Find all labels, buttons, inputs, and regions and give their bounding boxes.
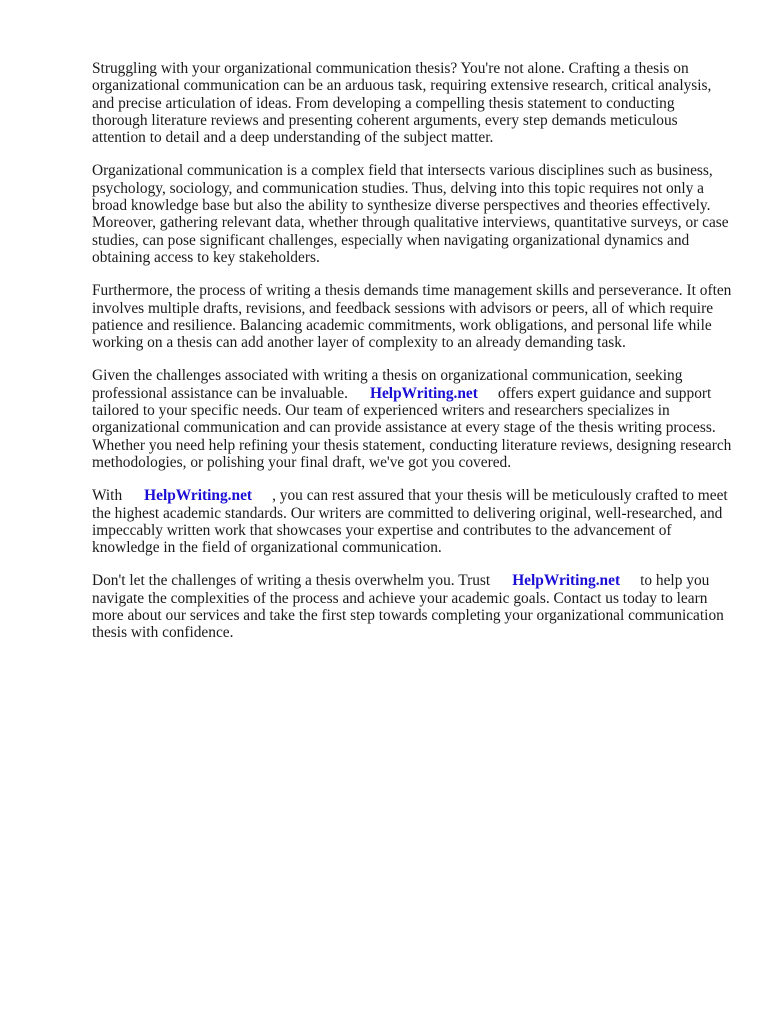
paragraph-quality-tail: , you can rest assured that your thesis will be meticulously crafted to meet the highest academic standards. Our writers are committed to delivering original, well-researched, and impeccably written work that showcases your expertise and contributes to the advancement of knowledge in the field of organizational communication. (92, 487, 728, 557)
paragraph-cta-tail: to help you navigate the complexities of the process and achieve your academic goals. Contact us today to learn more about our services and take the first step towards completing your organizational communication thesis with confidence. (92, 572, 724, 642)
paragraph-process: Furthermore, the process of writing a thesis demands time management skills and perseverance. It often involves multiple drafts, revisions, and feedback sessions with advisors or peers, all of which require patience and resilience. Balancing academic commitments, work obligations, and personal life while working on a thesis can add another layer of complexity to an already demanding task. (92, 282, 732, 352)
document-body (92, 60, 732, 658)
helpwriting-link-1[interactable]: HelpWriting.net (370, 384, 478, 402)
helpwriting-link-3[interactable]: HelpWriting.net (512, 572, 621, 590)
paragraph-quality (92, 487, 732, 556)
paragraph-assistance-tail: offers expert guidance and support tailored to your specific needs. Our team of experienced writers and researchers specializes in organizational communication and can provide assistance at every stage of the thesis writing process. Whether you need help refining your thesis statement, conducting literature reviews, designing research methodologies, or polishing your final draft, we've got you covered. (92, 384, 732, 471)
paragraph-call-to-action (92, 572, 732, 641)
helpwriting-link-2[interactable]: HelpWriting.net (144, 487, 253, 505)
paragraph-field-complexity: Organizational communication is a complex field that intersects various disciplines such as business, psychology, sociology, and communication studies. Thus, delving into this topic requires not only a broad knowledge base but also the ability to synthesize diverse perspectives and theories effectively. Moreover, gathering relevant data, whether through qualitative interviews, quantitative surveys, or case studies, can pose significant challenges, especially when navigating organizational dynamics and obtaining access to key stakeholders. (92, 162, 729, 266)
paragraph-assistance-lead: Given the challenges associated with writing a thesis on organizational communication, seeking professional assistance can be invaluable. (92, 367, 683, 402)
paragraph-assistance (92, 367, 732, 471)
paragraph-cta-lead: Don't let the challenges of writing a thesis overwhelm you. Trust (92, 572, 491, 590)
paragraph-intro: Struggling with your organizational communication thesis? You're not alone. Crafting a thesis on organizational communication can be an arduous task, requiring extensive research, critical analysis, and precise articulation of ideas. From developing a compelling thesis statement to conducting thorough literature reviews and presenting coherent arguments, every step demands meticulous attention to detail and a deep understanding of the subject matter. (92, 60, 712, 147)
paragraph-quality-lead: With (92, 487, 123, 505)
